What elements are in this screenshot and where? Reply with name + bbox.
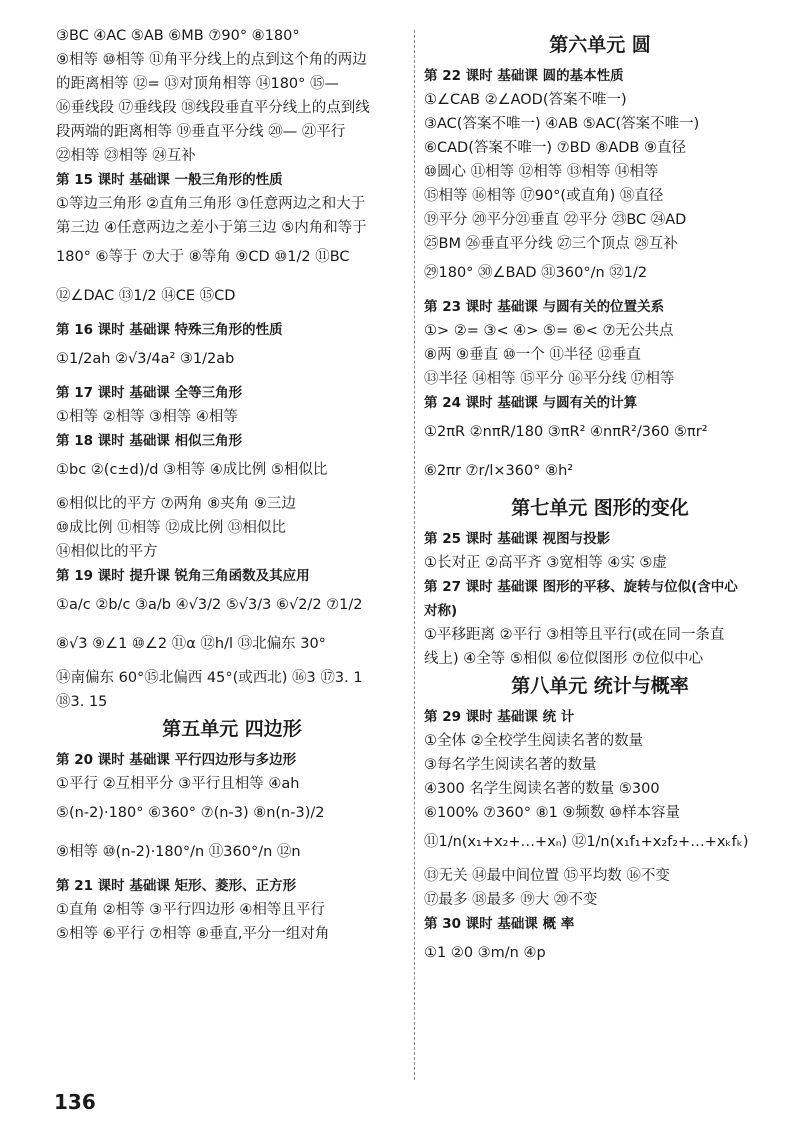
answer-line: ⑥100% ⑦360° ⑧1 ⑨频数 ⑩样本容量	[424, 805, 681, 821]
lesson-heading: 第 18 课时 基础课 相似三角形	[56, 433, 243, 449]
answer-line: ③BC ④AC ⑤AB ⑥MB ⑦90° ⑧180°	[56, 28, 300, 44]
answer-line: ①a/c ②b/c ③a/b ④√3/2 ⑤√3/3 ⑥√2/2 ⑦1/2	[56, 597, 363, 613]
answer-line: ㉕BM ㉖垂直平分线 ㉗三个顶点 ㉘互补	[424, 236, 678, 252]
lesson-heading: 第 25 课时 基础课 视图与投影	[424, 531, 611, 547]
unit-title: 第六单元 圆	[549, 34, 651, 56]
answer-line: ⑪1/n(x₁+x₂+…+xₙ) ⑫1/n(x₁f₁+x₂f₂+…+xₖfₖ)	[424, 834, 749, 850]
answer-line: ③每名学生阅读名著的数量	[424, 757, 597, 773]
answer-line: ⑥2πr ⑦r/l×360° ⑧h²	[424, 463, 574, 479]
answer-line: ⑤(n-2)·180° ⑥360° ⑦(n-3) ⑧n(n-3)/2	[56, 805, 325, 821]
unit-title: 第七单元 图形的变化	[511, 497, 689, 519]
answer-line: ⑯垂线段 ⑰垂线段 ⑱线段垂直平分线上的点到线	[56, 100, 370, 116]
lesson-heading: 第 19 课时 提升课 锐角三角函数及其应用	[56, 568, 310, 584]
answer-line: ①bc ②(c±d)/d ③相等 ④成比例 ⑤相似比	[56, 462, 328, 478]
answer-line: 的距离相等 ⑫= ⑬对顶角相等 ⑭180° ⑮—	[56, 76, 340, 92]
answer-line: ⑧√3 ⑨∠1 ⑩∠2 ⑪α ⑫h/l ⑬北偏东 30°	[56, 636, 326, 652]
answer-line: ⑥CAD(答案不唯一) ⑦BD ⑧ADB ⑨直径	[424, 140, 686, 156]
lesson-heading: 第 21 课时 基础课 矩形、菱形、正方形	[56, 878, 297, 894]
answer-line: ①相等 ②相等 ③相等 ④相等	[56, 409, 238, 425]
answer-line: ①全体 ②全校学生阅读名著的数量	[424, 733, 644, 749]
answer-line: ⑬半径 ⑭相等 ⑮平分 ⑯平分线 ⑰相等	[424, 371, 675, 387]
lesson-heading: 第 22 课时 基础课 圆的基本性质	[424, 68, 624, 84]
answer-line: ⑩圆心 ⑪相等 ⑫相等 ⑬相等 ⑭相等	[424, 164, 659, 180]
answer-line: ⑱3. 15	[56, 694, 108, 710]
lesson-heading: 第 23 课时 基础课 与圆有关的位置关系	[424, 299, 665, 315]
answer-line: 线上) ④全等 ⑤相似 ⑥位似图形 ⑦位似中心	[424, 651, 704, 667]
lesson-heading: 第 17 课时 基础课 全等三角形	[56, 385, 243, 401]
lesson-heading: 对称)	[424, 603, 458, 619]
answer-line: ①∠CAB ②∠AOD(答案不唯一)	[424, 92, 627, 108]
answer-line: ①平移距离 ②平行 ③相等且平行(或在同一条直	[424, 627, 725, 643]
answer-line: ①1/2ah ②√3/4a² ③1/2ab	[56, 351, 235, 367]
lesson-heading: 第 24 课时 基础课 与圆有关的计算	[424, 395, 638, 411]
answer-line: ③AC(答案不唯一) ④AB ⑤AC(答案不唯一)	[424, 116, 700, 132]
lesson-heading: 第 15 课时 基础课 一般三角形的性质	[56, 172, 283, 188]
answer-line: ⑧两 ⑨垂直 ⑩一个 ⑪半径 ⑫垂直	[424, 347, 641, 363]
answer-line: ①直角 ②相等 ③平行四边形 ④相等且平行	[56, 902, 325, 918]
answer-line: ①长对正 ②高平齐 ③宽相等 ④实 ⑤虚	[424, 555, 667, 571]
answer-line: 段两端的距离相等 ⑲垂直平分线 ⑳— ㉑平行	[56, 124, 346, 140]
answer-line: ⑨相等 ⑩相等 ⑪角平分线上的点到这个角的两边	[56, 52, 367, 68]
answer-line: 第三边 ④任意两边之差小于第三边 ⑤内角和等于	[56, 220, 367, 236]
answer-line: ⑩成比例 ⑪相等 ⑫成比例 ⑬相似比	[56, 520, 286, 536]
unit-title: 第八单元 统计与概率	[511, 675, 689, 697]
answer-line: ㉒相等 ㉓相等 ㉔互补	[56, 148, 196, 164]
answer-line: ⑤相等 ⑥平行 ⑦相等 ⑧垂直,平分一组对角	[56, 926, 330, 942]
answer-line: ①等边三角形 ②直角三角形 ③任意两边之和大于	[56, 196, 366, 212]
answer-line: ⑭相似比的平方	[56, 544, 158, 560]
lesson-heading: 第 30 课时 基础课 概 率	[424, 916, 575, 932]
answer-line: ⑨相等 ⑩(n-2)·180°/n ⑪360°/n ⑫n	[56, 844, 301, 860]
answer-line: ①1 ②0 ③m/n ④p	[424, 945, 546, 961]
answer-line: ⑭南偏东 60°⑮北偏西 45°(或西北) ⑯3 ⑰3. 1	[56, 670, 363, 686]
page-number: 136	[54, 1090, 96, 1114]
answer-line: ④300 名学生阅读名著的数量 ⑤300	[424, 781, 660, 797]
lesson-heading: 第 29 课时 基础课 统 计	[424, 709, 575, 725]
answer-line: 180° ⑥等于 ⑦大于 ⑧等角 ⑨CD ⑩1/2 ⑪BC	[56, 249, 350, 265]
lesson-heading: 第 16 课时 基础课 特殊三角形的性质	[56, 322, 283, 338]
answer-line: ⑲平分 ⑳平分㉑垂直 ㉒平分 ㉓BC ㉔AD	[424, 212, 687, 228]
answer-line: ⑬无关 ⑭最中间位置 ⑮平均数 ⑯不变	[424, 868, 670, 884]
answer-line: ①2πR ②nπR/180 ③πR² ④nπR²/360 ⑤πr²	[424, 424, 708, 440]
right-column	[424, 28, 776, 979]
answer-line: ①> ②= ③< ④> ⑤= ⑥< ⑦无公共点	[424, 323, 674, 339]
column-divider	[414, 30, 415, 1080]
answer-line: ⑰最多 ⑱最多 ⑲大 ⑳不变	[424, 892, 598, 908]
answer-line: ⑮相等 ⑯相等 ⑰90°(或直角) ⑱直径	[424, 188, 664, 204]
answer-line: ⑥相似比的平方 ⑦两角 ⑧夹角 ⑨三边	[56, 496, 296, 512]
answer-line: ⑫∠DAC ⑬1/2 ⑭CE ⑮CD	[56, 288, 236, 304]
answer-line: ①平行 ②互相平分 ③平行且相等 ④ah	[56, 776, 300, 792]
answer-line: ㉙180° ㉚∠BAD ㉛360°/n ㉜1/2	[424, 265, 648, 281]
lesson-heading: 第 27 课时 基础课 图形的平移、旋转与位似(含中心	[424, 579, 738, 595]
lesson-heading: 第 20 课时 基础课 平行四边形与多边形	[56, 752, 297, 768]
left-column	[56, 28, 408, 950]
unit-title: 第五单元 四边形	[162, 718, 302, 740]
